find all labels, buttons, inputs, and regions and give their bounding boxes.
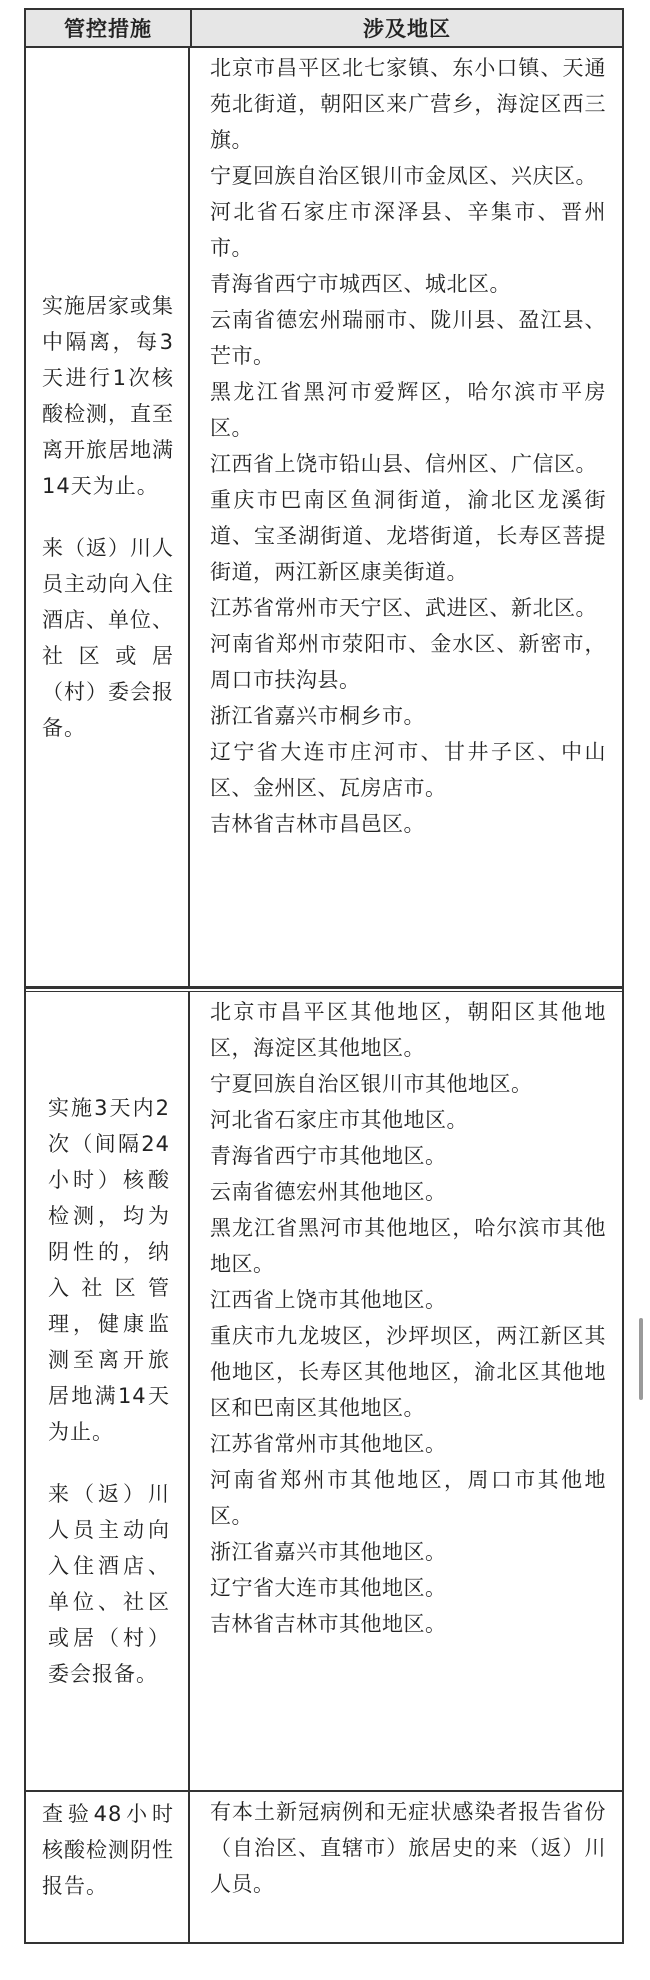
- regions-cell: [190, 992, 622, 1790]
- region-item: 青海省西宁市其他地区。: [210, 1144, 447, 1168]
- measure-cell: [26, 48, 190, 986]
- region-item: 重庆市巴南区鱼洞街道，渝北区龙溪街道、宝圣湖街道、龙塔街道，长寿区菩提街道，两江新区康美街道。: [210, 488, 606, 584]
- region-item: 吉林省吉林市昌邑区。: [210, 812, 425, 836]
- region-item: 北京市昌平区北七家镇、东小口镇、天通苑北街道，朝阳区来广营乡，海淀区西三旗。: [210, 56, 606, 152]
- region-item: 云南省德宏州瑞丽市、陇川县、盈江县、芒市。: [210, 308, 606, 368]
- measure-cell: [26, 1792, 190, 1942]
- region-item: 重庆市九龙坡区，沙坪坝区，两江新区其他地区，长寿区其他地区，渝北区其他地区和巴南区其他地区。: [210, 1324, 606, 1420]
- region-item: 江西省上饶市其他地区。: [210, 1288, 447, 1312]
- region-item: 云南省德宏州其他地区。: [210, 1180, 447, 1204]
- region-item: 浙江省嘉兴市桐乡市。: [210, 704, 425, 728]
- scrollbar-thumb[interactable]: [639, 1318, 643, 1400]
- region-item: 北京市昌平区其他地区，朝阳区其他地区，海淀区其他地区。: [210, 1000, 606, 1060]
- measure-text: 来（返）川人员主动向入住酒店、单位、社区或居（村）委会报备。: [48, 1482, 170, 1686]
- region-item: 吉林省吉林市其他地区。: [210, 1612, 447, 1636]
- region-item: 辽宁省大连市其他地区。: [210, 1576, 447, 1600]
- region-item: 宁夏回族自治区银川市其他地区。: [210, 1072, 533, 1096]
- measure-text: 来（返）川人员主动向入住酒店、单位、社区或居（村）委会报备。: [42, 536, 174, 740]
- measure-text: 实施居家或集中隔离，每3天进行1次核酸检测，直至离开旅居地满14天为止。: [42, 294, 174, 498]
- region-item: 江苏省常州市天宁区、武进区、新北区。: [210, 596, 597, 620]
- header-regions: 涉及地区: [363, 17, 451, 41]
- region-item: 辽宁省大连市庄河市、甘井子区、中山区、金州区、瓦房店市。: [210, 740, 606, 800]
- table-row: [26, 1792, 622, 1944]
- regions-cell: [190, 1792, 622, 1942]
- region-item: 江苏省常州市其他地区。: [210, 1432, 447, 1456]
- region-item: 河北省石家庄市深泽县、辛集市、晋州市。: [210, 200, 606, 260]
- region-item: 江西省上饶市铅山县、信州区、广信区。: [210, 452, 597, 476]
- region-item: 河北省石家庄市其他地区。: [210, 1108, 468, 1132]
- region-item: 河南省郑州市荥阳市、金水区、新密市，周口市扶沟县。: [210, 632, 606, 692]
- measure-cell: [26, 992, 190, 1790]
- header-measures: 管控措施: [26, 10, 192, 46]
- region-item: 黑龙江省黑河市爱辉区，哈尔滨市平房区。: [210, 380, 606, 440]
- region-item: 黑龙江省黑河市其他地区，哈尔滨市其他地区。: [210, 1216, 606, 1276]
- table-header: [26, 10, 622, 48]
- region-item: 宁夏回族自治区银川市金凤区、兴庆区。: [210, 164, 597, 188]
- regions-cell: [190, 48, 622, 986]
- region-item: 河南省郑州市其他地区，周口市其他地区。: [210, 1468, 606, 1528]
- region-item: 有本土新冠病例和无症状感染者报告省份（自治区、直辖市）旅居史的来（返）川人员。: [210, 1800, 606, 1896]
- region-item: 青海省西宁市城西区、城北区。: [210, 272, 511, 296]
- table-row: [26, 988, 622, 1792]
- measure-text: 实施3天内2次（间隔24小时）核酸检测，均为阴性的，纳入社区管理，健康监测至离开旅居地满14天为止。: [48, 1096, 170, 1444]
- control-measures-table: [24, 8, 624, 1944]
- table-row: [26, 48, 622, 988]
- region-item: 浙江省嘉兴市其他地区。: [210, 1540, 447, 1564]
- measure-text: 查验48小时核酸检测阴性报告。: [42, 1802, 174, 1898]
